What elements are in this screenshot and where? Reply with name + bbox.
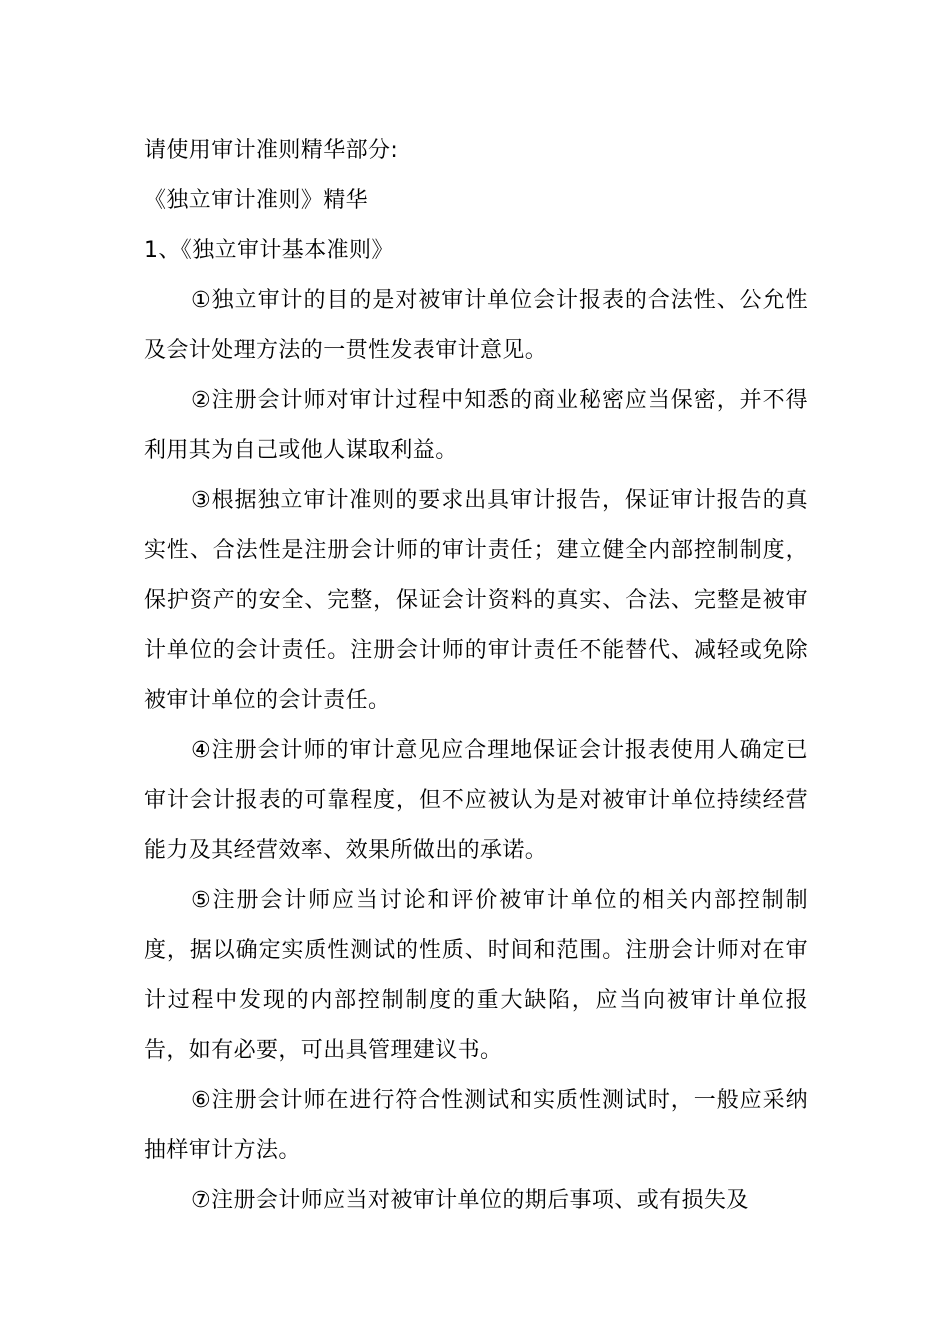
document-body	[144, 126, 808, 1226]
paragraph-7: ⑦注册会计师应当对被审计单位的期后事项、或有损失及	[191, 1188, 749, 1213]
paragraph-1: ①独立审计的目的是对被审计单位会计报表的合法性、公允性及会计处理方法的一贯性发表审计意见。	[144, 288, 808, 363]
paragraph-2: ②注册会计师对审计过程中知悉的商业秘密应当保密，并不得利用其为自己或他人谋取利益。	[144, 388, 808, 463]
book-title: 《独立审计准则》精华	[144, 188, 369, 213]
paragraph-5: ⑤注册会计师应当讨论和评价被审计单位的相关内部控制制度，据以确定实质性测试的性质、时间和范围。注册会计师对在审计过程中发现的内部控制制度的重大缺陷，应当向被审计单位报告，如有必要，可出具管理建议书。	[144, 888, 808, 1063]
paragraph-3: ③根据独立审计准则的要求出具审计报告，保证审计报告的真实性、合法性是注册会计师的审计责任；建立健全内部控制制度，保护资产的安全、完整，保证会计资料的真实、合法、完整是被审计单位的会计责任。注册会计师的审计责任不能替代、减轻或免除被审计单位的会计责任。	[144, 488, 808, 713]
section-heading: 1、《独立审计基本准则》	[144, 238, 394, 263]
paragraph-4: ④注册会计师的审计意见应合理地保证会计报表使用人确定已审计会计报表的可靠程度，但不应被认为是对被审计单位持续经营能力及其经营效率、效果所做出的承诺。	[144, 738, 808, 863]
paragraph-6: ⑥注册会计师在进行符合性测试和实质性测试时，一般应采纳抽样审计方法。	[144, 1088, 808, 1163]
intro-line: 请使用审计准则精华部分:	[144, 138, 399, 163]
